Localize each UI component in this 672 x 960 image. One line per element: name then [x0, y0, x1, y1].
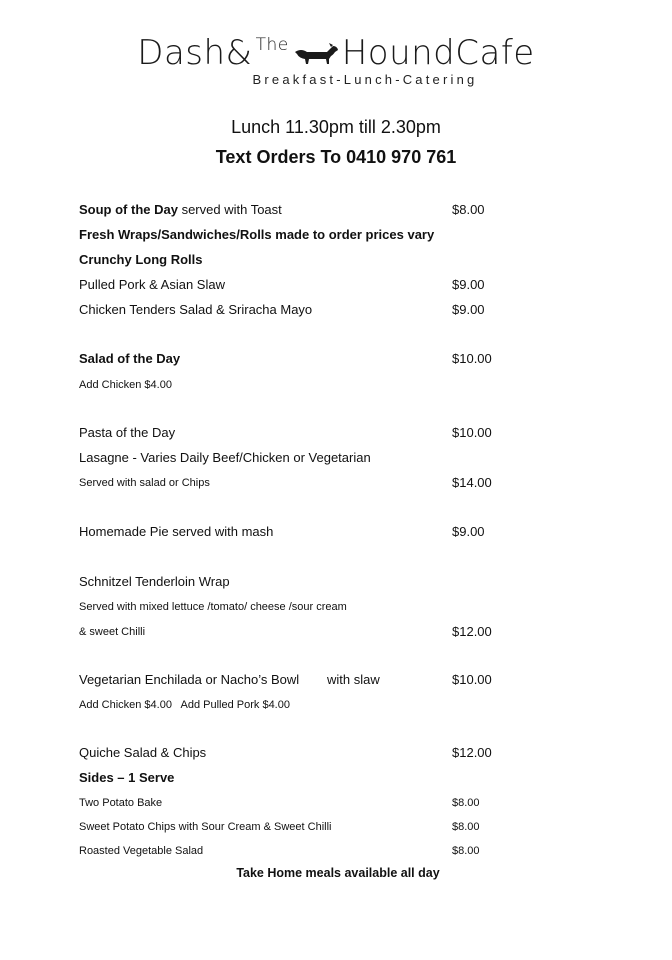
- side2-name: Sweet Potato Chips with Sour Cream & Sweet Chilli: [79, 821, 332, 833]
- salad-add: Add Chicken $4.00: [79, 379, 172, 391]
- lasagne-name: Lasagne - Varies Daily Beef/Chicken or Vegetarian: [79, 450, 371, 465]
- quiche-price: $12.00: [452, 745, 492, 760]
- schnitzel-desc1: Served with mixed lettuce /tomato/ cheese /sour cream: [79, 601, 347, 613]
- lasagne-served: Served with salad or Chips: [79, 477, 210, 489]
- cafe-logo: [0, 33, 672, 87]
- take-home-note: Take Home meals available all day: [236, 866, 440, 880]
- pie-price: $9.00: [452, 524, 485, 539]
- logo-hound-cafe: HoundCafe: [341, 33, 535, 73]
- text-orders-number: Text Orders To 0410 970 761: [215, 147, 457, 167]
- crunchy-title: Crunchy Long Rolls: [79, 252, 203, 267]
- schnitzel-price: $12.00: [452, 624, 492, 639]
- quiche-name: Quiche Salad & Chips: [79, 745, 207, 760]
- schnitzel-desc2: & sweet Chilli: [79, 626, 146, 638]
- side2-price: $8.00: [452, 821, 480, 833]
- logo-the: The: [255, 35, 289, 55]
- enchilada-add: Add Chicken $4.00 Add Pulled Pork $4.00: [79, 699, 290, 711]
- pasta-name: Pasta of the Day: [79, 425, 176, 440]
- soup-desc: served with Toast: [177, 202, 282, 217]
- soup-price: $8.00: [452, 202, 485, 217]
- side3-name: Roasted Vegetable Salad: [79, 845, 204, 857]
- side3-price: $8.00: [452, 845, 480, 857]
- enchilada-name: Vegetarian Enchilada or Nacho’s Bowl: [79, 672, 300, 687]
- pasta-price: $10.00: [452, 425, 492, 440]
- soup-name: Soup of the Day: [79, 202, 178, 217]
- pork-slaw-name: Pulled Pork & Asian Slaw: [79, 277, 225, 292]
- side1-price: $8.00: [452, 797, 480, 809]
- dachshund-icon: [293, 42, 339, 68]
- enchilada-slaw: with slaw: [327, 672, 380, 687]
- logo-wordmark: [137, 33, 535, 73]
- lunch-hours: Lunch 11.30pm till 2.30pm: [231, 117, 441, 137]
- salad-price: $10.00: [452, 351, 492, 366]
- enchilada-price: $10.00: [452, 672, 492, 687]
- lasagne-price: $14.00: [452, 475, 492, 490]
- chicken-tenders-name: Chicken Tenders Salad & Sriracha Mayo: [79, 302, 313, 317]
- salad-name: Salad of the Day: [79, 351, 181, 366]
- schnitzel-name: Schnitzel Tenderloin Wrap: [79, 574, 230, 589]
- wraps-name: Fresh Wraps/Sandwiches/Rolls made to order prices vary: [79, 227, 435, 242]
- side1-name: Two Potato Bake: [79, 797, 163, 809]
- logo-tagline: Breakfast-Lunch-Catering: [252, 72, 478, 87]
- pork-slaw-price: $9.00: [452, 277, 485, 292]
- logo-dash: Dash&: [137, 33, 253, 73]
- chicken-tenders-price: $9.00: [452, 302, 485, 317]
- sides-title: Sides – 1 Serve: [79, 770, 175, 785]
- pie-name: Homemade Pie served with mash: [79, 524, 274, 539]
